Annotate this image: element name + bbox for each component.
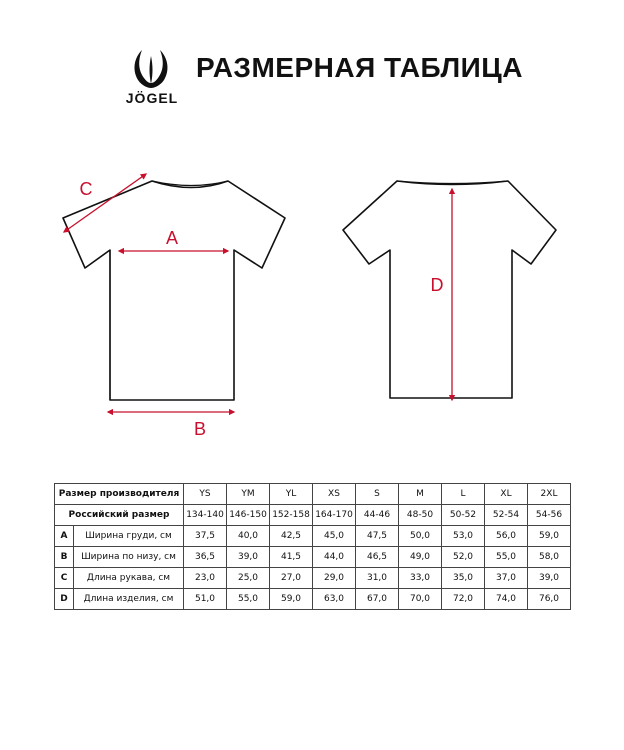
value-cell: 72,0	[442, 589, 485, 610]
size-cell: YM	[227, 484, 270, 505]
table-row-russian-size	[55, 505, 571, 526]
measure-a-label: A	[165, 228, 179, 248]
row-label: Длина рукава, см	[74, 568, 184, 589]
size-cell: YS	[184, 484, 227, 505]
page-title: РАЗМЕРНАЯ ТАБЛИЦА	[196, 52, 523, 83]
russian-size-cell: 134-140	[184, 505, 227, 526]
size-cell: YL	[270, 484, 313, 505]
value-cell: 52,0	[442, 547, 485, 568]
value-cell: 47,5	[356, 526, 399, 547]
value-cell: 37,5	[184, 526, 227, 547]
table-row-hem-width	[55, 547, 571, 568]
value-cell: 63,0	[313, 589, 356, 610]
value-cell: 55,0	[485, 547, 528, 568]
russian-size-cell: 50-52	[442, 505, 485, 526]
value-cell: 76,0	[528, 589, 571, 610]
russian-size-cell: 146-150	[227, 505, 270, 526]
tshirt-back-outline	[343, 181, 556, 398]
table-row-garment-length	[55, 589, 571, 610]
value-cell: 59,0	[270, 589, 313, 610]
value-cell: 31,0	[356, 568, 399, 589]
measure-c-label: C	[79, 179, 93, 199]
value-cell: 56,0	[485, 526, 528, 547]
value-cell: 33,0	[399, 568, 442, 589]
value-cell: 58,0	[528, 547, 571, 568]
value-cell: 35,0	[442, 568, 485, 589]
row-letter: C	[55, 568, 74, 589]
value-cell: 53,0	[442, 526, 485, 547]
size-cell: 2XL	[528, 484, 571, 505]
size-cell: S	[356, 484, 399, 505]
size-cell: L	[442, 484, 485, 505]
size-cell: XL	[485, 484, 528, 505]
logo-mark-icon	[120, 44, 182, 92]
table-row-manufacturer-size	[55, 484, 571, 505]
row-letter: A	[55, 526, 74, 547]
size-cell: XS	[313, 484, 356, 505]
value-cell: 37,0	[485, 568, 528, 589]
table-row-chest-width	[55, 526, 571, 547]
russian-size-cell: 152-158	[270, 505, 313, 526]
value-cell: 29,0	[313, 568, 356, 589]
tshirt-diagram	[0, 150, 624, 450]
size-cell: M	[399, 484, 442, 505]
value-cell: 42,5	[270, 526, 313, 547]
russian-size-cell: 48-50	[399, 505, 442, 526]
russian-size-cell: 44-46	[356, 505, 399, 526]
table-row-sleeve-length	[55, 568, 571, 589]
value-cell: 67,0	[356, 589, 399, 610]
value-cell: 36,5	[184, 547, 227, 568]
tshirt-front-outline	[63, 181, 285, 400]
value-cell: 74,0	[485, 589, 528, 610]
measure-d-label: D	[430, 275, 444, 295]
value-cell: 70,0	[399, 589, 442, 610]
table-header-label: Размер производителя	[55, 484, 184, 505]
value-cell: 23,0	[184, 568, 227, 589]
value-cell: 55,0	[227, 589, 270, 610]
row-letter: D	[55, 589, 74, 610]
value-cell: 50,0	[399, 526, 442, 547]
value-cell: 25,0	[227, 568, 270, 589]
value-cell: 27,0	[270, 568, 313, 589]
russian-size-label: Российский размер	[55, 505, 184, 526]
size-table	[54, 483, 571, 610]
brand-name: JÖGEL	[125, 90, 179, 106]
russian-size-cell: 54-56	[528, 505, 571, 526]
value-cell: 49,0	[399, 547, 442, 568]
row-label: Ширина груди, см	[74, 526, 184, 547]
value-cell: 44,0	[313, 547, 356, 568]
value-cell: 39,0	[528, 568, 571, 589]
measure-b-label: B	[193, 419, 207, 439]
value-cell: 41,5	[270, 547, 313, 568]
value-cell: 39,0	[227, 547, 270, 568]
value-cell: 51,0	[184, 589, 227, 610]
row-label: Ширина по низу, см	[74, 547, 184, 568]
russian-size-cell: 164-170	[313, 505, 356, 526]
russian-size-cell: 52-54	[485, 505, 528, 526]
value-cell: 40,0	[227, 526, 270, 547]
value-cell: 59,0	[528, 526, 571, 547]
measure-c-line	[64, 174, 146, 232]
value-cell: 45,0	[313, 526, 356, 547]
row-letter: B	[55, 547, 74, 568]
value-cell: 46,5	[356, 547, 399, 568]
row-label: Длина изделия, см	[74, 589, 184, 610]
